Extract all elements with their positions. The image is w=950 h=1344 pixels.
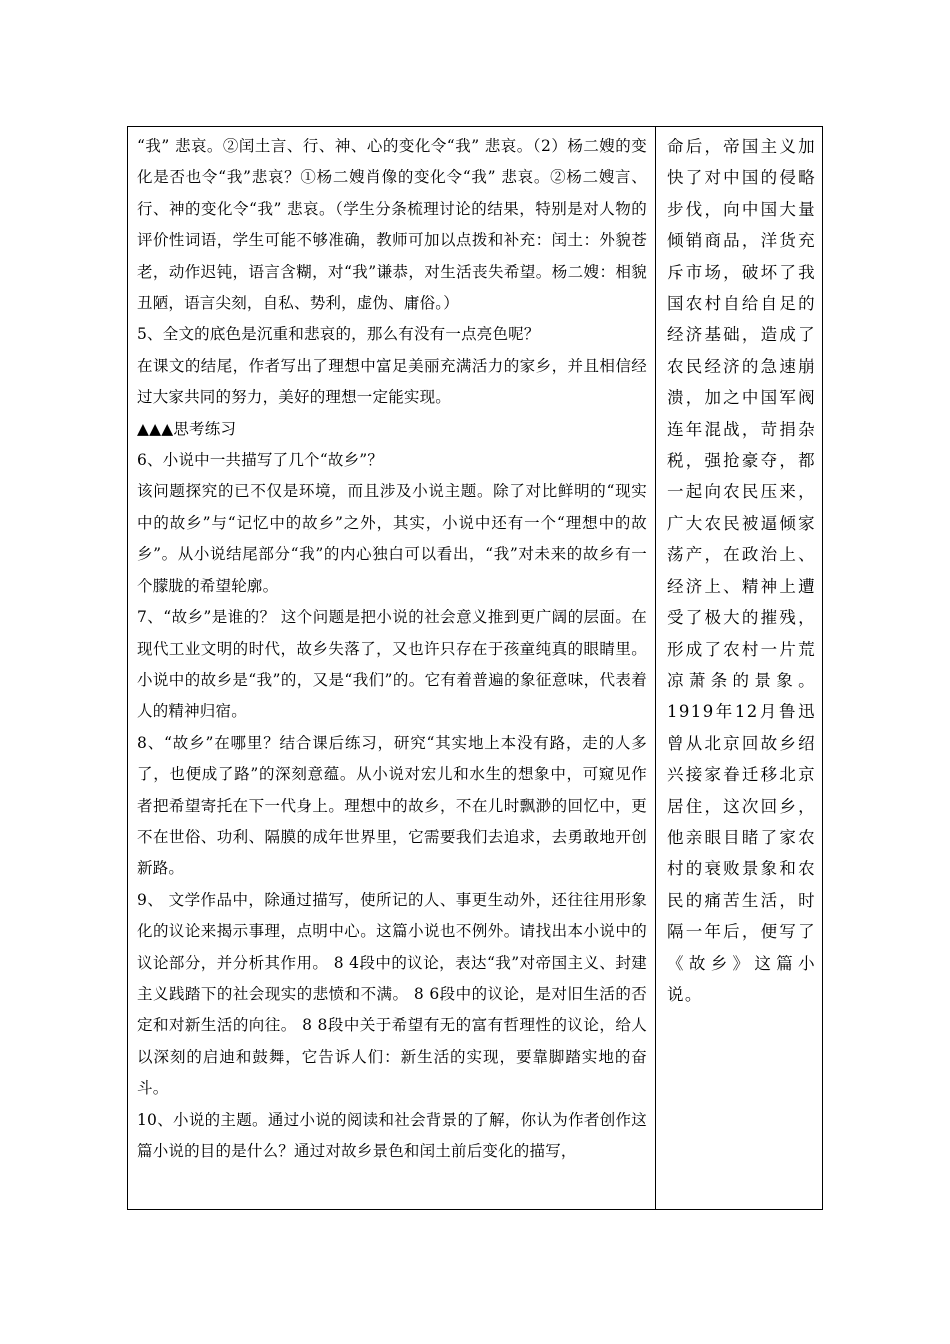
question-10: 10、小说的主题。通过小说的阅读和社会背景的了解，你认为作者创作这篇小说的目的是什么？通过对故乡景色和闰土前后变化的描写， — [137, 1110, 647, 1160]
main-column — [128, 127, 656, 1209]
question-7: 7、“故乡”是谁的？ 这个问题是把小说的社会意义推到更广阔的层面。在现代工业文明的时代，故乡失落了，又也许只存在于孩童纯真的眼睛里。小说中的故乡是“我”的，又是“我们”的。它有着普遍的象征意味，代表着人的精神归宿。 — [137, 608, 647, 721]
answer-6: 该问题探究的已不仅是环境，而且涉及小说主题。除了对比鲜明的“现实中的故乡”与“记忆中的故乡”之外，其实，小说中还有一个“理想中的故乡”。从小说结尾部分“我”的内心独白可以看出，“我”对未来的故乡有一个朦胧的希望轮廓。 — [137, 482, 647, 595]
question-9: 9、 文学作品中，除通过描写，使所记的人、事更生动外，还往往用形象化的议论来揭示事理，点明中心。这篇小说也不例外。请找出本小说中的议论部分，并分析其作用。 8 4段中的议论，表达“我”对帝国主义、封建主义践踏下的社会现实的悲愤和不满。 8 6段中的议论，是对旧生活的否定和对新生活的向往。 8 8段中关于希望有无的富有哲理性的议论，给人以深刻的启迪和鼓舞，它告诉人们：新生活的实现，要靠脚踏实地的奋斗。 — [137, 890, 647, 1098]
side-column — [656, 127, 822, 1209]
question-6: 6、小说中一共描写了几个“故乡”？ — [137, 451, 384, 470]
answer-5: 在课文的结尾，作者写出了理想中富足美丽充满活力的家乡，并且相信经过大家共同的努力，美好的理想一定能实现。 — [137, 356, 647, 407]
question-8: 8、“故乡”在哪里？结合课后练习，研究“其实地上本没有路，走的人多了，也便成了路”的深刻意蕴。从小说对宏儿和水生的想象中，可窥见作者把希望寄托在下一代身上。理想中的故乡，不在儿时飘渺的回忆中，更不在世俗、功利、隔膜的成年世界里，它需要我们去追求，去勇敢地开创新路。 — [137, 733, 647, 878]
background-note: 命后，帝国主义加快了对中国的侵略步伐，向中国大量倾销商品，洋货充斥市场，破坏了我国农村自给自足的经济基础，造成了农民经济的急速崩溃，加之中国军阀连年混战，苛捐杂税，强抢豪夺，都一起向农民压来，广大农民被逼倾家荡产，在政治上、经济上、精神上遭受了极大的摧残，形成了农村一片荒凉萧条的景象。1919年12月鲁迅曾从北京回故乡绍兴接家眷迁移北京居住，这次回乡，他亲眼目睹了家农村的衰败景象和农民的痛苦生活，时隔一年后，便写了《故乡》这篇小说。 — [667, 137, 816, 1004]
question-5: 5、全文的底色是沉重和悲哀的，那么有没有一点亮色呢？ — [137, 325, 540, 344]
paragraph-analysis-continued: “我” 悲哀。②闰土言、行、神、心的变化令“我” 悲哀。（2）杨二嫂的变化是否也令“我”悲哀？①杨二嫂肖像的变化令“我” 悲哀。②杨二嫂言、行、神的变化令“我” 悲哀。（学生分条梳理讨论的结果，特别是对人物的评价性词语，学生可能不够准确，教师可加以点拨和补充：闰土：外貌苍老，动作迟钝，语言含糊，对“我”谦恭，对生活丧失希望。杨二嫂：相貌丑陋，语言尖刻，自私、势利，虚伪、庸俗。） — [137, 137, 647, 313]
section-heading-exercises: ▲▲▲思考练习 — [137, 419, 237, 438]
lesson-table — [127, 126, 823, 1210]
